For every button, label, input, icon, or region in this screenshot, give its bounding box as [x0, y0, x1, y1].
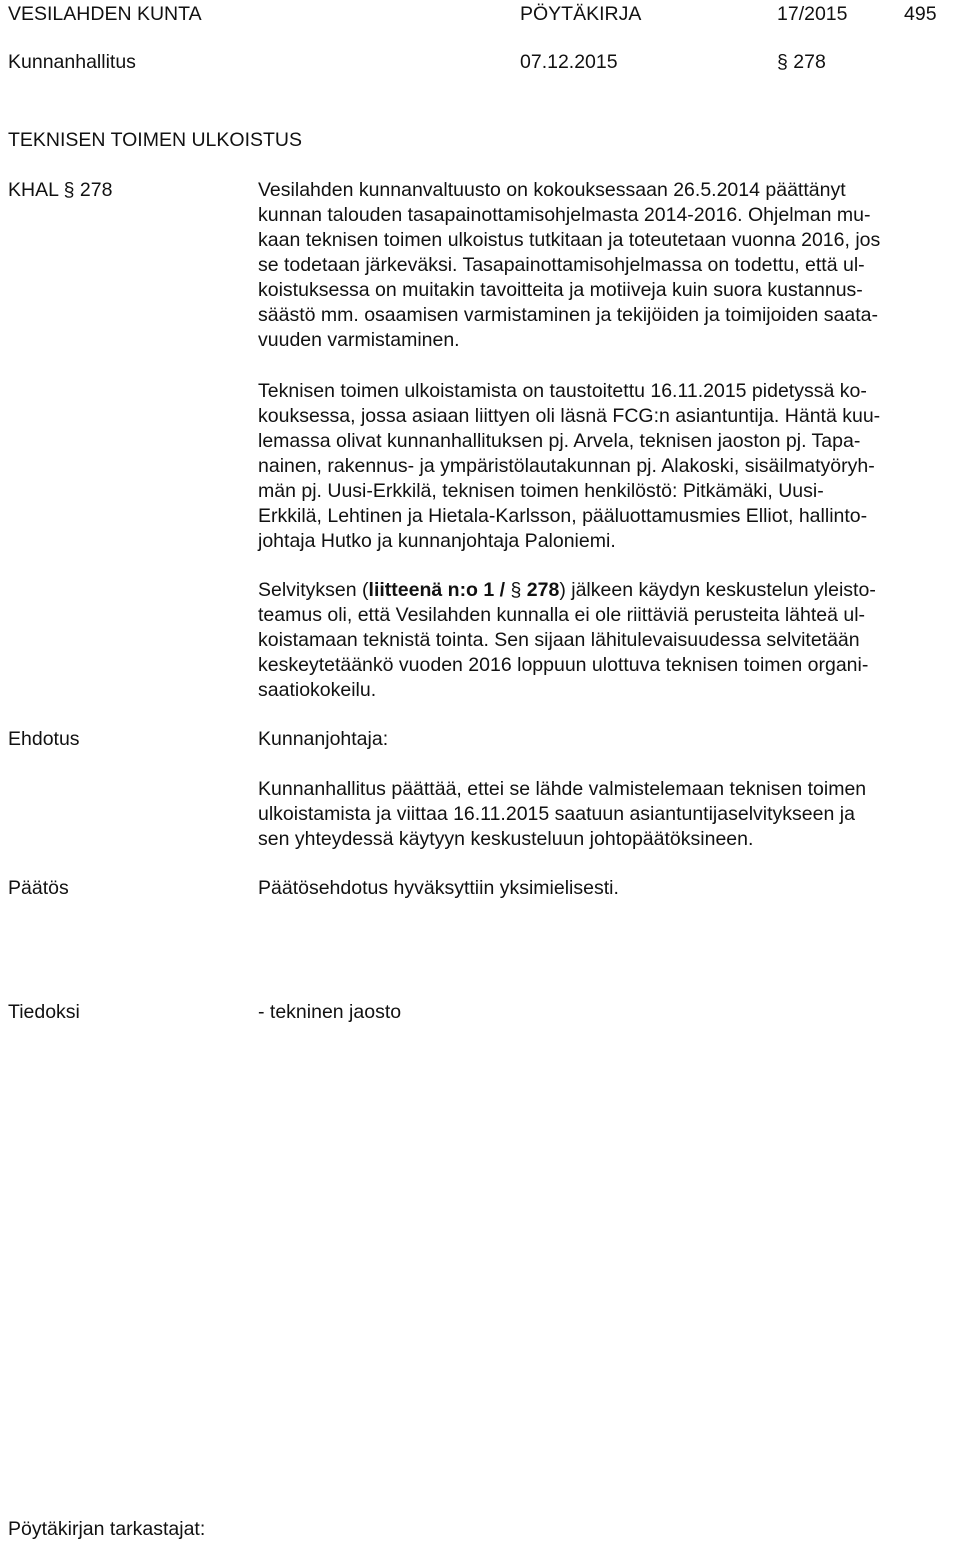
- reviewers-label: Pöytäkirjan tarkastajat:: [8, 1518, 206, 1540]
- attachment-reference: liitteenä n:o 1 /: [368, 579, 506, 601]
- paragraph-conclusion: [258, 578, 958, 703]
- paragraph-line: kunnan talouden tasapainottamisohjelmasta 2014-2016. Ohjelman mu-: [258, 204, 871, 226]
- attachment-section-sign: §: [510, 579, 522, 601]
- decision-label: Päätös: [8, 877, 69, 899]
- paragraph-line: Vesilahden kunnanvaltuusto on kokouksessaan 26.5.2014 päättänyt: [258, 179, 846, 201]
- paragraph-line: sen yhteydessä käytyyn keskusteluun johtopäätöksineen.: [258, 828, 754, 850]
- paragraph-line: saatiokokeilu.: [258, 679, 377, 701]
- section-reference: [777, 50, 826, 75]
- text-fragment: ) jälkeen käydyn keskustelun yleisto-: [559, 579, 876, 601]
- document-type: PÖYTÄKIRJA: [520, 3, 642, 25]
- paragraph-line: ulkoistamista ja viittaa 16.11.2015 saatuun asiantuntijaselvitykseen ja: [258, 803, 855, 825]
- decision-text: Päätösehdotus hyväksyttiin yksimielisesti.: [258, 877, 619, 899]
- meeting-date: 07.12.2015: [520, 51, 618, 73]
- paragraph-line: Teknisen toimen ulkoistamista on taustoitettu 16.11.2015 pidetyssä ko-: [258, 380, 867, 402]
- paragraph-line: se todetaan järkeväksi. Tasapainottamisohjelmassa on todettu, että ul-: [258, 254, 865, 276]
- meeting-body: Kunnanhallitus: [8, 51, 136, 73]
- text-fragment: Selvityksen (: [258, 579, 369, 601]
- section-number: 278: [793, 51, 826, 73]
- paragraph-line: keskeytetäänkö vuoden 2016 loppuun ulottuva teknisen toimen organi-: [258, 654, 869, 676]
- paragraph-line: kaan teknisen toimen ulkoistus tutkitaan ja toteutetaan vuonna 2016, jos: [258, 229, 881, 251]
- notice-label: Tiedoksi: [8, 1001, 80, 1023]
- notice-text: - tekninen jaosto: [258, 1001, 402, 1023]
- meeting-number: 17/2015: [777, 3, 848, 25]
- paragraph-line: säästö mm. osaamisen varmistaminen ja tekijöiden ja toimijoiden saata-: [258, 304, 878, 326]
- section-sign: §: [777, 51, 788, 73]
- proposer: Kunnanjohtaja:: [258, 728, 389, 750]
- paragraph-preparation: [258, 379, 958, 554]
- paragraph-line: koistuksessa on muitakin tavoitteita ja motiiveja kuin suora kustannus-: [258, 279, 863, 301]
- paragraph-line: vuuden varmistaminen.: [258, 329, 460, 351]
- paragraph-line: koistamaan teknistä tointa. Sen sijaan lähitulevaisuudessa selvitetään: [258, 629, 860, 651]
- paragraph-line-with-attachment: [258, 578, 958, 603]
- case-reference: [8, 178, 112, 203]
- paragraph-line: Erkkilä, Lehtinen ja Hietala-Karlsson, pääluottamusmies Elliot, hallinto-: [258, 505, 868, 527]
- paragraph-background: [258, 178, 958, 353]
- paragraph-line: lemassa olivat kunnanhallituksen pj. Arvela, teknisen jaoston pj. Tapa-: [258, 430, 861, 452]
- proposal-text: [258, 777, 958, 852]
- proposal-label: Ehdotus: [8, 728, 80, 750]
- paragraph-line: Kunnanhallitus päättää, ettei se lähde valmistelemaan teknisen toimen: [258, 778, 867, 800]
- case-prefix: KHAL: [8, 179, 59, 201]
- paragraph-line: teamus oli, että Vesilahden kunnalla ei ole riittäviä perusteita lähteä ul-: [258, 604, 866, 626]
- case-section-sign: §: [63, 179, 75, 201]
- org-name: VESILAHDEN KUNTA: [8, 3, 202, 25]
- case-number: 278: [79, 179, 113, 201]
- paragraph-line: kouksessa, jossa asiaan liittyen oli läsnä FCG:n asiantuntija. Häntä kuu-: [258, 405, 881, 427]
- paragraph-line: män pj. Uusi-Erkkilä, teknisen toimen henkilöstö: Pitkämäki, Uusi-: [258, 480, 824, 502]
- paragraph-line: nainen, rakennus- ja ympäristölautakunnan pj. Alakoski, sisäilmatyöryh-: [258, 455, 875, 477]
- page-title: TEKNISEN TOIMEN ULKOISTUS: [8, 129, 303, 151]
- attachment-section-number: 278: [526, 579, 560, 601]
- page-number: 495: [904, 3, 937, 25]
- paragraph-line: johtaja Hutko ja kunnanjohtaja Paloniemi.: [258, 530, 616, 552]
